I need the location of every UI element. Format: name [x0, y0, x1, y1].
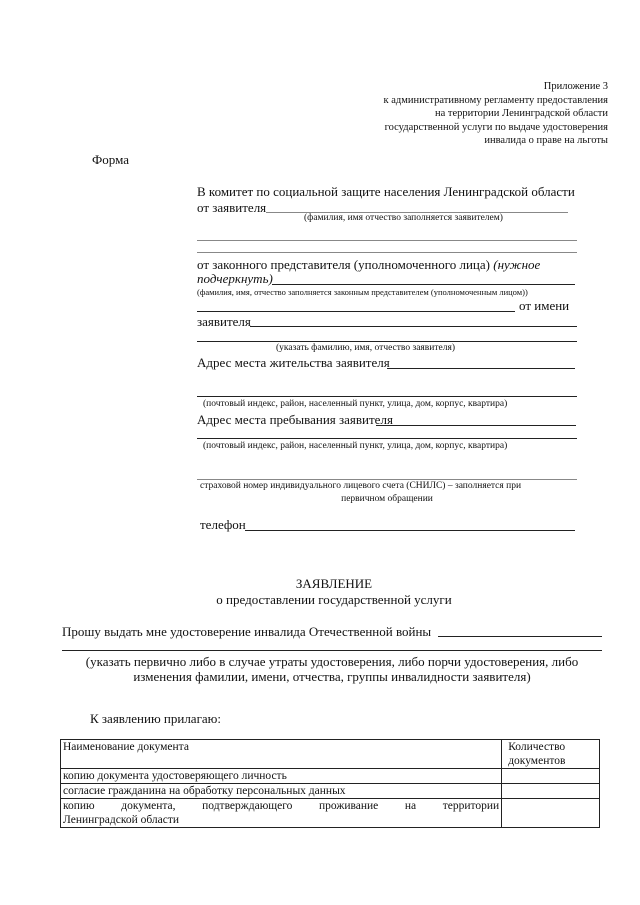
header-document-count [502, 740, 600, 769]
stay-field-2[interactable] [197, 438, 577, 439]
statement-title: ЗАЯВЛЕНИЕ [295, 576, 373, 591]
applicant-name-field-2[interactable] [250, 326, 577, 327]
address-caption-2: (почтовый индекс, район, населенный пункт, улица, дом, корпус, квартира) [203, 441, 508, 451]
residence-field-2[interactable] [197, 396, 577, 397]
document-count-cell[interactable] [502, 784, 600, 799]
document-name-cell: согласие гражданина на обработку персональных данных [61, 784, 502, 799]
table-row [61, 769, 600, 784]
applicant-caption: (фамилия, имя отчество заполняется заявителем) [304, 213, 503, 223]
word: территории [442, 800, 500, 812]
blank-line-1[interactable] [197, 240, 577, 241]
document-name-cell [61, 799, 502, 828]
request-field-2[interactable] [62, 650, 602, 651]
representative-caption: (фамилия, имя, отчество заполняется законным представителем (уполномоченным лицом)) [197, 287, 528, 297]
header-count-line-1: Количество [508, 741, 566, 753]
table-row [61, 799, 600, 828]
representative-name-field[interactable] [272, 284, 575, 285]
request-field[interactable] [438, 636, 602, 637]
blank-line-2[interactable] [197, 252, 577, 253]
word: на [404, 800, 417, 812]
representative-line [197, 257, 540, 272]
word: копию [63, 800, 95, 812]
word: проживание [319, 800, 379, 812]
residence-field[interactable] [387, 368, 575, 369]
statement-subtitle: о предоставлении государственной услуги [216, 592, 452, 607]
word: подтверждающего [202, 800, 293, 812]
document-name-line-2: Ленинградской области [63, 814, 180, 826]
document-name-line-1 [63, 799, 499, 813]
applicant-word: заявителя [197, 314, 251, 329]
request-hint-2: изменения фамилии, имени, отчества, группы инвалидности заявителя) [133, 669, 531, 684]
snils-field[interactable] [197, 479, 577, 480]
attach-label: К заявлению прилагаю: [90, 711, 222, 726]
phone-label: телефон [200, 517, 246, 532]
from-applicant-label: от заявителя [197, 200, 267, 215]
appendix-line-4: государственной услуги по выдаче удостоверения [384, 121, 608, 133]
representative-text: от законного представителя (уполномоченного лица) [197, 257, 490, 272]
representative-note-cont [197, 271, 273, 286]
header-document-name: Наименование документа [61, 740, 502, 769]
table-row [61, 784, 600, 799]
underline-note: подчеркнуть) [197, 271, 273, 286]
document-count-cell[interactable] [502, 799, 600, 828]
applicant-name-field-3[interactable] [197, 341, 577, 342]
documents-table [60, 739, 600, 828]
request-hint-1: (указать первично либо в случае утраты удостоверения, либо порчи удостоверения, либо [85, 654, 579, 669]
document-count-cell[interactable] [502, 769, 600, 784]
appendix-header [308, 80, 608, 148]
on-behalf-label: от имени [519, 298, 570, 313]
header-count-line-2: документов [508, 755, 566, 767]
representative-note: (нужное [493, 257, 541, 272]
form-label: Форма [92, 152, 129, 167]
residence-label: Адрес места жительства заявителя [197, 355, 390, 370]
document-name-cell: копию документа удостоверяющего личность [61, 769, 502, 784]
appendix-line-3: на территории Ленинградской области [434, 108, 608, 119]
appendix-line-5: инвалида о праве на льготы [484, 135, 608, 146]
snils-caption-2: первичном обращении [341, 494, 433, 504]
phone-field[interactable] [245, 530, 575, 531]
addressee-to: В комитет по социальной защите населения Ленинградской области [197, 184, 575, 199]
word: документа, [121, 800, 176, 812]
appendix-line-1: Приложение 3 [543, 81, 608, 92]
appendix-line-2: к административному регламенту предоставления [383, 94, 608, 106]
snils-caption-1: страховой номер индивидуального лицевого счета (СНИЛС) – заполняется при [200, 481, 522, 491]
table-header-row [61, 740, 600, 769]
representative-field-2[interactable] [197, 311, 515, 312]
stay-label: Адрес места пребывания заявителя [197, 412, 393, 427]
name-caption: (указать фамилию, имя, отчество заявителя) [276, 343, 456, 353]
address-caption-1: (почтовый индекс, район, населенный пункт, улица, дом, корпус, квартира) [203, 399, 508, 409]
stay-field[interactable] [376, 425, 576, 426]
request-text: Прошу выдать мне удостоверение инвалида Отечественной войны [62, 624, 432, 639]
